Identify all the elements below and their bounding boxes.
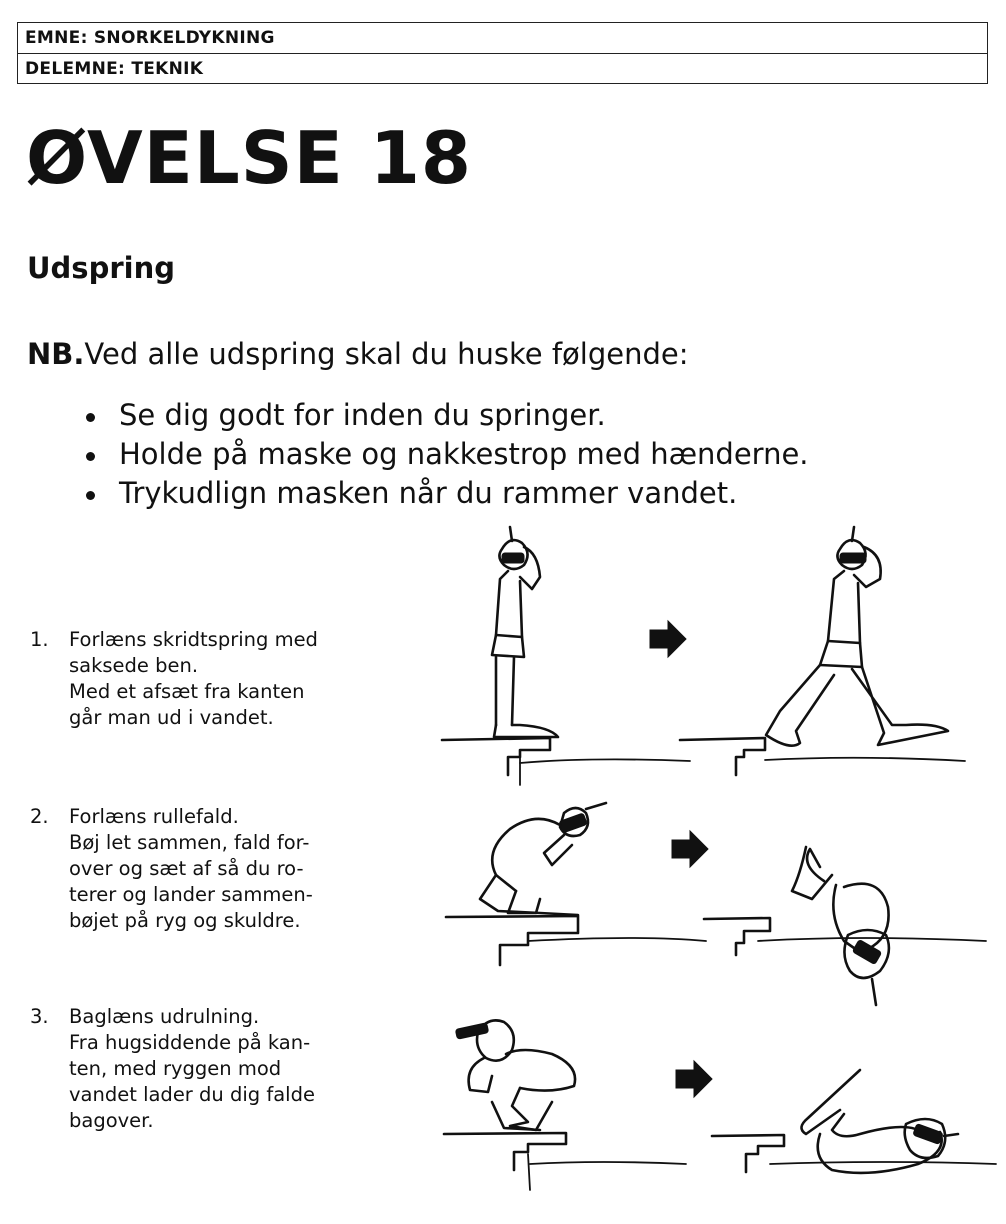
list-item: Holde på maske og nakkestrop med hænderne.: [82, 435, 809, 474]
subtopic-label: DELEMNE: TEKNIK: [25, 59, 204, 79]
step-3: [30, 1004, 370, 1134]
step-1: [30, 627, 370, 731]
step-text: Forlæns rullefald. Bøj let sammen, fald for- over og sæt af så du ro- terer og lander sammen- bøjet på ryg og skuldre.: [69, 805, 313, 932]
arrow-right-icon: [650, 621, 686, 657]
arrow-right-icon: [676, 1061, 712, 1097]
page-title: ØVELSE 18: [26, 116, 473, 200]
nb-label: NB.: [27, 337, 85, 371]
standing-diver-figure: [492, 527, 558, 737]
backward-roll-illustration: [440, 1010, 1000, 1220]
pool-edge: [712, 1135, 996, 1172]
crouching-diver-figure: [480, 803, 606, 915]
pool-edge: [446, 916, 706, 965]
pool-edge: [442, 738, 690, 785]
step-number: 1.: [30, 628, 49, 651]
list-item: Trykudlign masken når du rammer vandet.: [82, 474, 809, 513]
step-text: Forlæns skridtspring med saksede ben. Med et afsæt fra kanten går man ud i vandet.: [69, 628, 318, 729]
header-box: [17, 22, 988, 84]
stride-jump-illustration: [440, 525, 1000, 795]
reminder-list: [82, 396, 809, 513]
subject-label: EMNE: SNORKELDYKNING: [18, 23, 987, 54]
step-2: [30, 804, 370, 934]
pool-edge: [444, 1133, 686, 1190]
rolling-diver-figure: [792, 847, 889, 1005]
striding-diver-figure: [766, 527, 948, 746]
nb-note: [27, 334, 689, 374]
squatting-diver-figure: [455, 1020, 575, 1130]
pool-edge: [680, 738, 965, 775]
arrow-right-icon: [672, 831, 708, 867]
step-number: 3.: [30, 1005, 49, 1028]
step-text: Baglæns udrulning. Fra hugsiddende på kan- ten, med ryggen mod vandet lader du dig falde bagover.: [69, 1005, 315, 1132]
step-number: 2.: [30, 805, 49, 828]
list-item: Se dig godt for inden du springer.: [82, 396, 809, 435]
section-title: Udspring: [27, 251, 175, 285]
nb-text: Ved alle udspring skal du huske følgende:: [84, 337, 689, 371]
forward-roll-illustration: [440, 795, 1000, 1020]
rolling-back-diver-figure: [801, 1070, 958, 1173]
